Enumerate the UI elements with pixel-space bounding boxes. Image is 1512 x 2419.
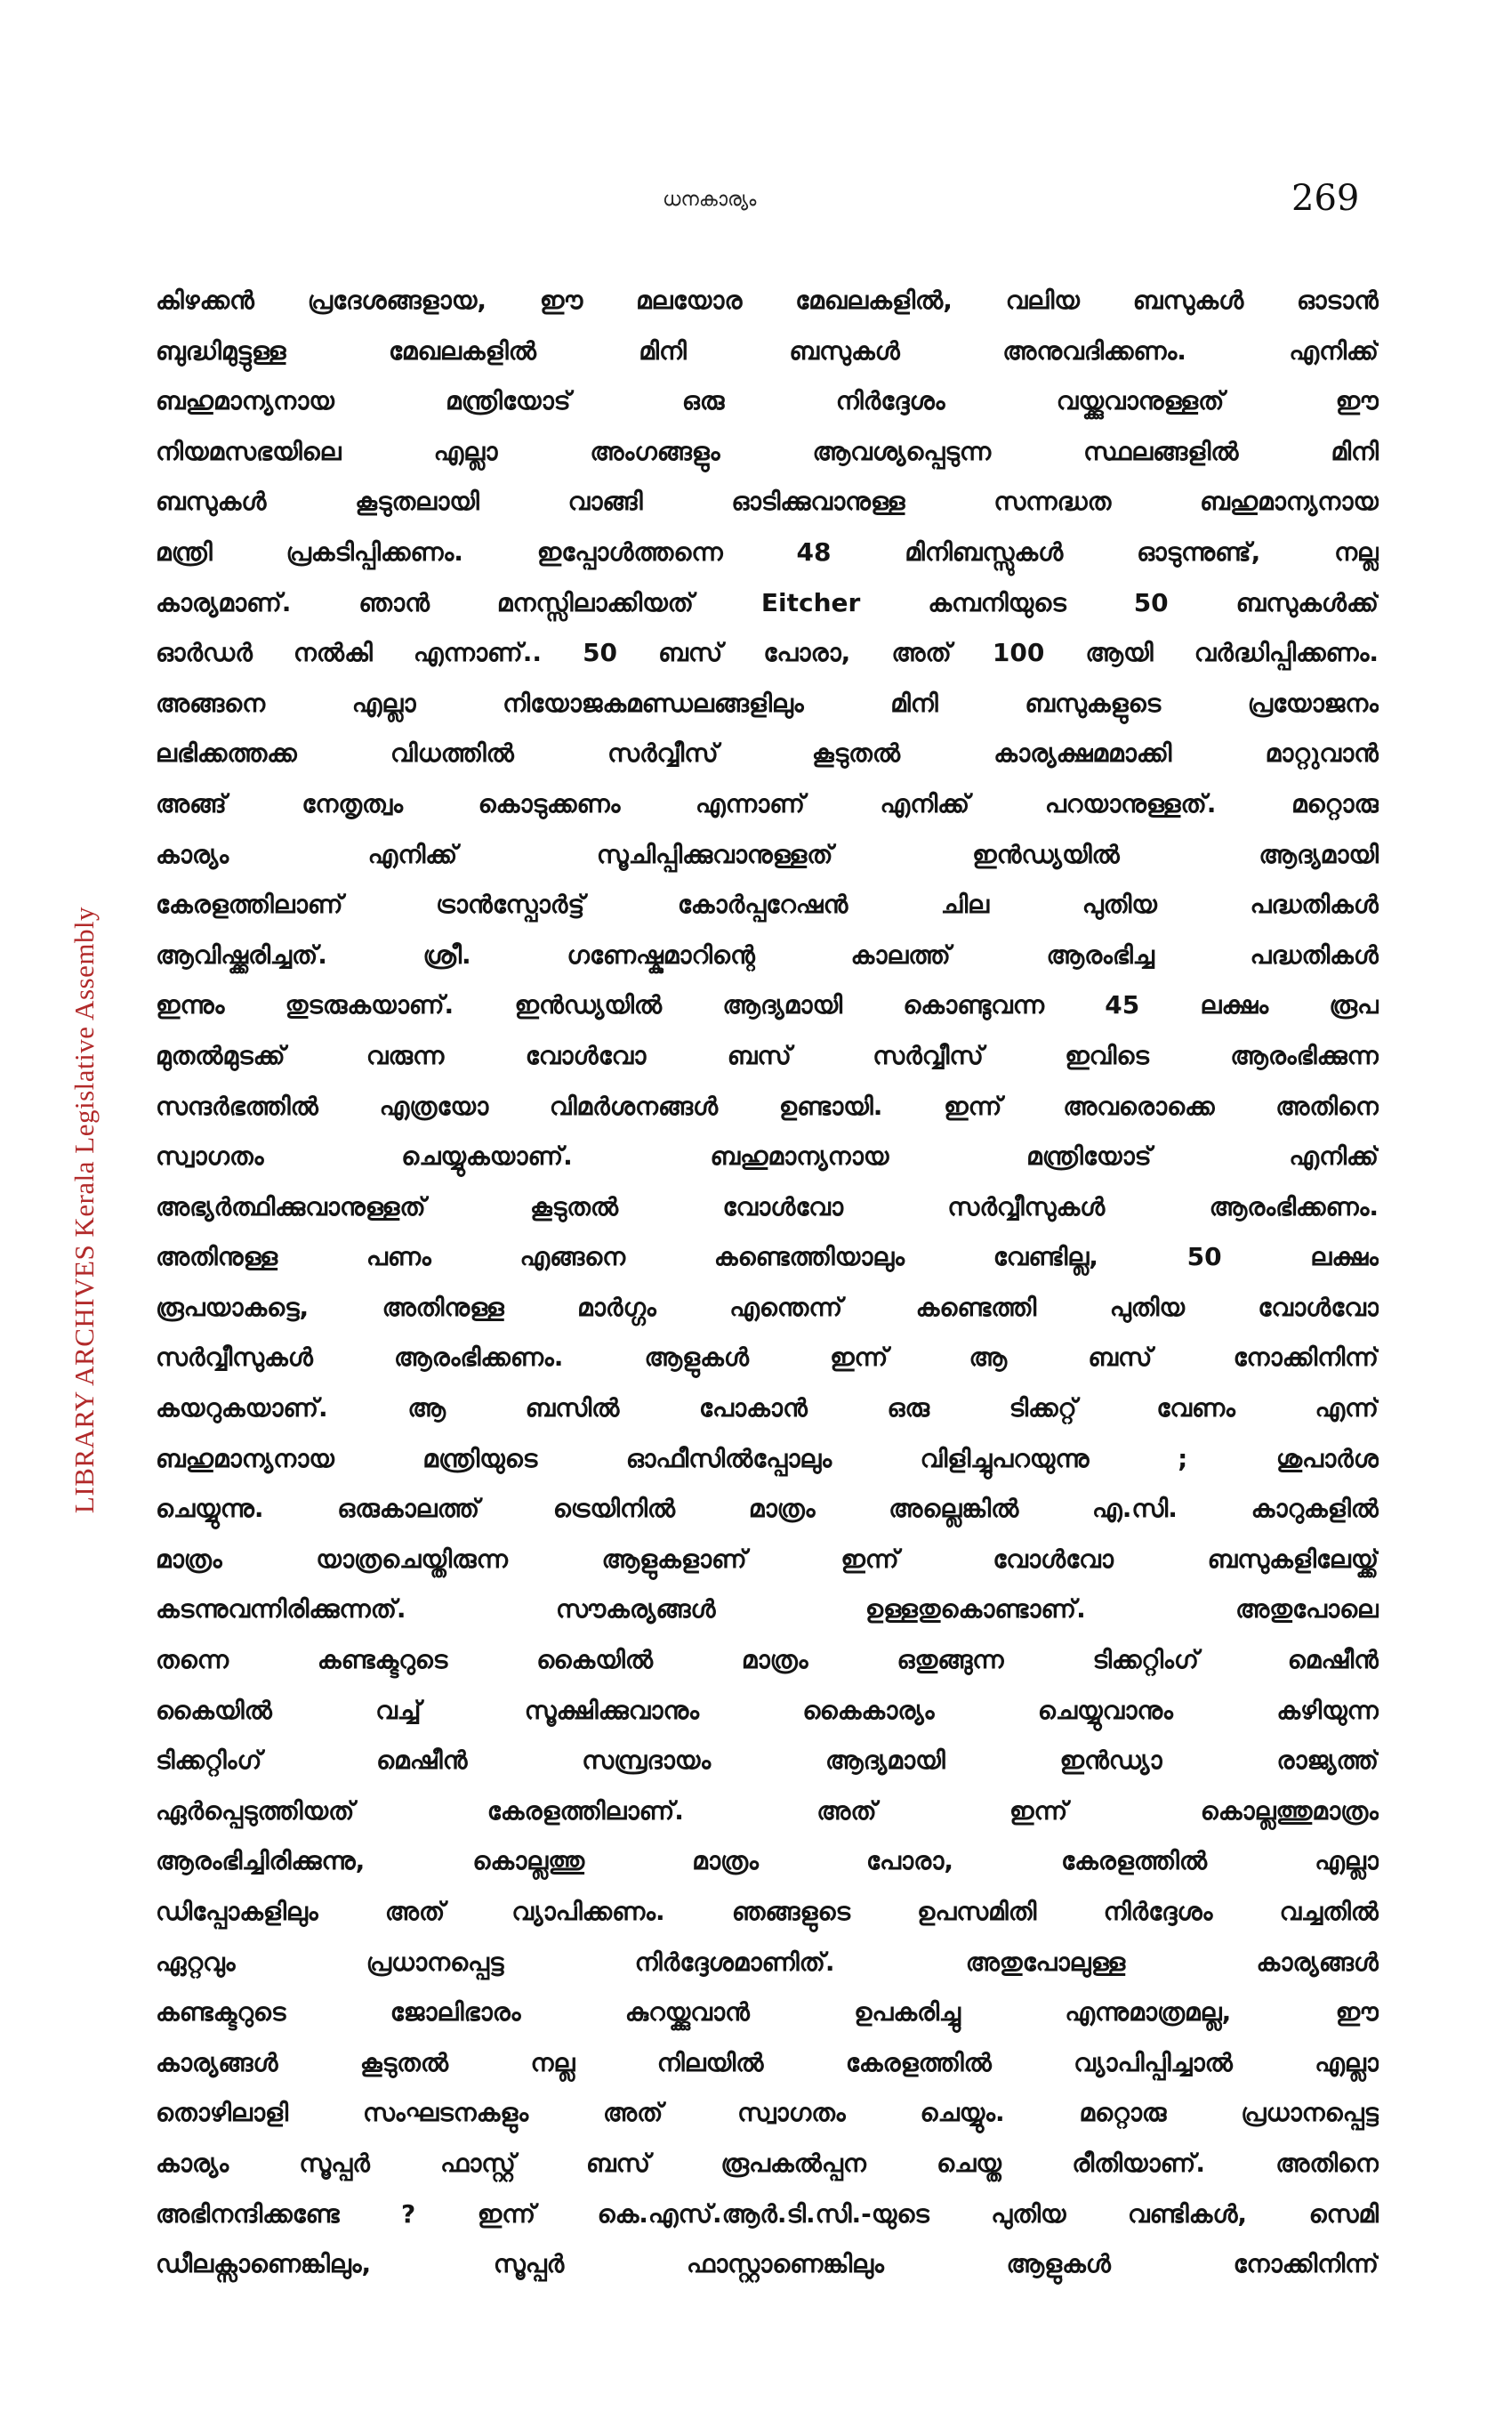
text-line: നിയമസഭയിലെ എല്ലാ അംഗങ്ങളും ആവശ്യപ്പെടുന്ന സ്ഥലങ്ങളിൽ മിനി xyxy=(156,436,1379,466)
body-text xyxy=(156,276,1379,2290)
text-line: മന്ത്രി പ്രകടിപ്പിക്കണം. ഇപ്പോൾത്തന്നെ 48 മിനിബസ്സുകൾ ഓടുന്നുണ്ട്, നല്ല xyxy=(156,536,1379,567)
text-line: ചെയ്യുന്നു. ഒരുകാലത്ത് ട്രെയിനിൽ മാത്രം അല്ലെങ്കിൽ എ.സി. കാറുകളിൽ xyxy=(156,1494,1379,1524)
text-line: ടിക്കറ്റിംഗ് മെഷീൻ സമ്പ്രദായം ആദ്യമായി ഇൻഡ്യാ രാജ്യത്ത് xyxy=(156,1746,1379,1776)
text-line: കയറുകയാണ്. ആ ബസിൽ പോകാൻ ഒരു ടിക്കറ്റ് വേണം എന്ന് xyxy=(156,1393,1379,1423)
page-number: 269 xyxy=(1291,178,1360,219)
text-line: മാത്രം യാത്രചെയ്തിരുന്ന ആളുകളാണ് ഇന്ന് വോൾവോ ബസുകളിലേയ്ക്ക് xyxy=(156,1544,1379,1574)
text-line: അഭ്യർത്ഥിക്കുവാനുള്ളത് കൂടുതൽ വോൾവോ സർവ്വീസുകൾ ആരംഭിക്കണം. xyxy=(156,1191,1379,1222)
text-line: ബഹുമാന്യനായ മന്ത്രിയുടെ ഓഫീസിൽപ്പോലും വിളിച്ചുപറയുന്നു ; ശുപാർശ xyxy=(156,1443,1379,1473)
text-line: സ്വാഗതം ചെയ്യുകയാണ്. ബഹുമാന്യനായ മന്ത്രിയോട് എനിക്ക് xyxy=(156,1141,1379,1172)
text-line: ലഭിക്കത്തക്ക വിധത്തിൽ സർവ്വീസ് കൂടുതൽ കാര്യക്ഷമമാക്കി മാറ്റുവാൻ xyxy=(156,738,1379,769)
text-line: സർവ്വീസുകൾ ആരംഭിക്കണം. ആളുകൾ ഇന്ന് ആ ബസ് നോക്കിനിന്ന് xyxy=(156,1343,1379,1373)
text-line: കണ്ടക്ടറുടെ ജോലിഭാരം കുറയ്ക്കുവാൻ ഉപകരിച്ചു എന്നുമാത്രമല്ല, ഈ xyxy=(156,1997,1379,2028)
text-line: കാര്യം എനിക്ക് സൂചിപ്പിക്കുവാനുള്ളത് ഇൻഡ്യയിൽ ആദ്യമായി xyxy=(156,839,1379,869)
text-line: അങ്ങ് നേതൃത്വം കൊടുക്കണം എന്നാണ് എനിക്ക് പറയാനുള്ളത്. മറ്റൊരു xyxy=(156,788,1379,818)
text-line: കൈയിൽ വച്ച് സൂക്ഷിക്കുവാനും കൈകാര്യം ചെയ്യുവാനും കഴിയുന്ന xyxy=(156,1695,1379,1725)
text-line: അങ്ങനെ എല്ലാ നിയോജകമണ്ഡലങ്ങളിലും മിനി ബസുകളുടെ പ്രയോജനം xyxy=(156,688,1379,718)
text-line: കാര്യം സൂപ്പർ ഫാസ്റ്റ് ബസ് രൂപകൽപ്പന ചെയ്ത രീതിയാണ്. അതിനെ xyxy=(156,2148,1379,2178)
text-line: ബഹുമാന്യനായ മന്ത്രിയോട് ഒരു നിർദ്ദേശം വയ്ക്കുവാനുള്ളത് ഈ xyxy=(156,386,1379,416)
text-line: ഇന്നും തുടരുകയാണ്. ഇൻഡ്യയിൽ ആദ്യമായി കൊണ്ടുവന്ന 45 ലക്ഷം രൂപ xyxy=(156,990,1379,1020)
text-line: സന്ദർഭത്തിൽ എത്രയോ വിമർശനങ്ങൾ ഉണ്ടായി. ഇന്ന് അവരൊക്കെ അതിനെ xyxy=(156,1091,1379,1121)
text-line: അതിനുള്ള പണം എങ്ങനെ കണ്ടെത്തിയാലും വേണ്ടില്ല, 50 ലക്ഷം xyxy=(156,1242,1379,1272)
text-line: രൂപയാകട്ടെ, അതിനുള്ള മാർഗ്ഗം എന്തെന്ന് കണ്ടെത്തി പുതിയ വോൾവോ xyxy=(156,1292,1379,1322)
running-head: ധനകാര്യം xyxy=(663,189,757,211)
text-line: മുതൽമുടക്ക് വരുന്ന വോൾവോ ബസ് സർവ്വീസ് ഇവിടെ ആരംഭിക്കുന്ന xyxy=(156,1040,1379,1070)
text-line: ആരംഭിച്ചിരിക്കുന്നു, കൊല്ലത്തു മാത്രം പോരാ, കേരളത്തിൽ എല്ലാ xyxy=(156,1846,1379,1876)
text-line: കിഴക്കൻ പ്രദേശങ്ങളായ, ഈ മലയോര മേഖലകളിൽ, വലിയ ബസുകൾ ഓടാൻ xyxy=(156,286,1379,315)
text-line: ഡീലക്സാണെങ്കിലും, സൂപ്പർ ഫാസ്റ്റാണെങ്കിലും ആളുകൾ നോക്കിനിന്ന് xyxy=(156,2249,1379,2279)
text-line: കാര്യങ്ങൾ കൂടുതൽ നല്ല നിലയിൽ കേരളത്തിൽ വ്യാപിപ്പിച്ചാൽ എല്ലാ xyxy=(156,2047,1379,2077)
text-line: ബുദ്ധിമുട്ടുള്ള മേഖലകളിൽ മിനി ബസുകൾ അനുവദിക്കണം. എനിക്ക് xyxy=(156,335,1379,366)
text-line: തൊഴിലാളി സംഘടനകളും അത് സ്വാഗതം ചെയ്യും. മറ്റൊരു പ്രധാനപ്പെട്ട xyxy=(156,2098,1379,2128)
text-line: അഭിനന്ദിക്കണ്ടേ ? ഇന്ന് കെ.എസ്.ആർ.ടി.സി.-യുടെ പുതിയ വണ്ടികൾ, സെമി xyxy=(156,2198,1379,2229)
text-line: തന്നെ കണ്ടക്ടറുടെ കൈയിൽ മാത്രം ഒതുങ്ങുന്ന ടിക്കറ്റിംഗ് മെഷീൻ xyxy=(156,1645,1379,1675)
text-line: ഡിപ്പോകളിലും അത് വ്യാപിക്കണം. ഞങ്ങളുടെ ഉപസമിതി നിർദ്ദേശം വച്ചതിൽ xyxy=(156,1897,1379,1926)
text-line: ഏറ്റവും പ്രധാനപ്പെട്ട നിർദ്ദേശമാണിത്. അതുപോലുള്ള കാര്യങ്ങൾ xyxy=(156,1947,1379,1977)
text-line: കേരളത്തിലാണ് ട്രാൻസ്പോർട്ട് കോർപ്പറേഷൻ ചില പുതിയ പദ്ധതികൾ xyxy=(156,890,1379,920)
text-line: ബസുകൾ കൂടുതലായി വാങ്ങി ഓടിക്കുവാനുള്ള സന്നദ്ധത ബഹുമാന്യനായ xyxy=(156,487,1379,517)
archive-watermark: LIBRARY ARCHIVES Kerala Legislative Assembly xyxy=(68,906,100,1514)
text-line: ആവിഷ്ക്കരിച്ചത്. ശ്രീ. ഗണേഷ്കുമാറിന്റെ കാലത്ത് ആരംഭിച്ച പദ്ധതികൾ xyxy=(156,939,1379,970)
text-line: കാര്യമാണ്. ഞാൻ മനസ്സിലാക്കിയത് Eitcher കമ്പനിയുടെ 50 ബസുകൾക്ക് xyxy=(156,587,1379,617)
text-line: കടന്നുവന്നിരിക്കുന്നത്. സൗകര്യങ്ങൾ ഉള്ളതുകൊണ്ടാണ്. അതുപോലെ xyxy=(156,1594,1379,1625)
text-line: ഏർപ്പെടുത്തിയത് കേരളത്തിലാണ്. അത് ഇന്ന് കൊല്ലത്തുമാത്രം xyxy=(156,1795,1379,1826)
text-line: ഓർഡർ നൽകി എന്നാണ്.. 50 ബസ് പോരാ, അത് 100 ആയി വർദ്ധിപ്പിക്കണം. xyxy=(156,638,1379,668)
